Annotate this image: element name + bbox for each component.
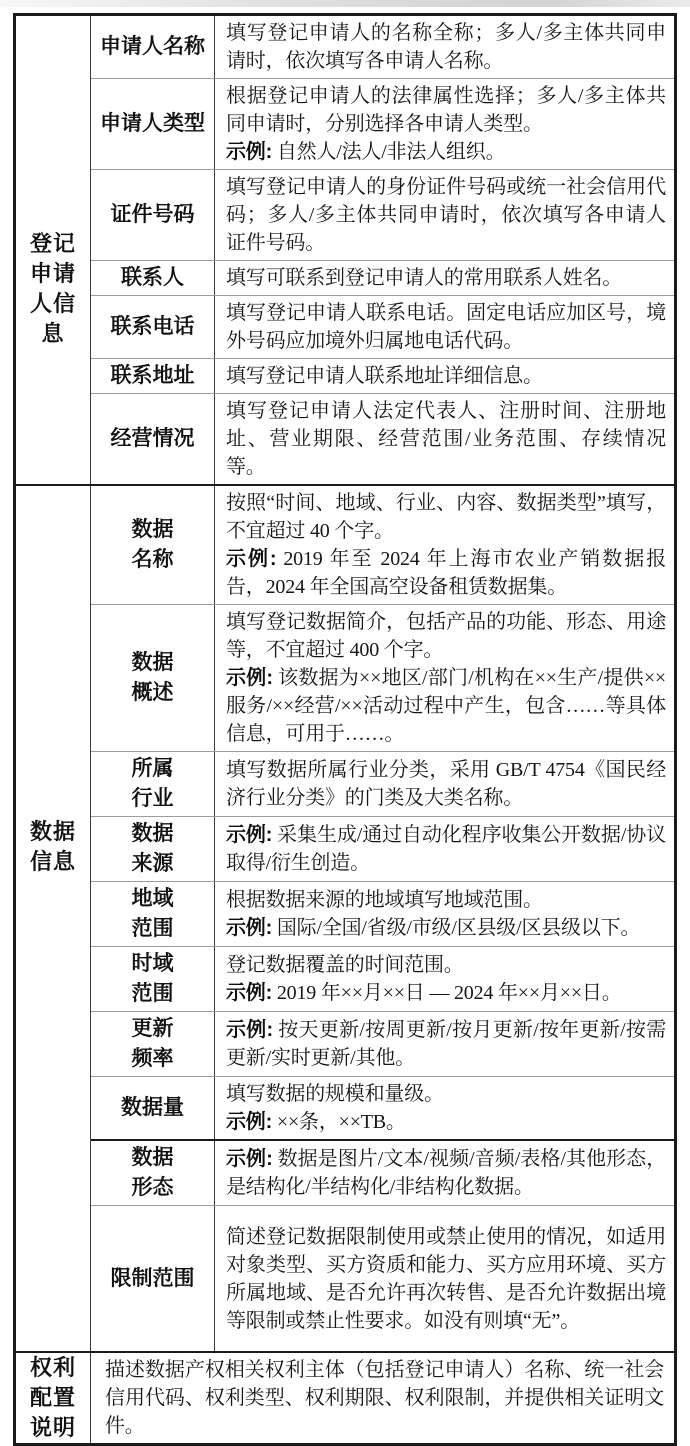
description-cell bbox=[215, 359, 674, 393]
table-row bbox=[91, 1011, 674, 1076]
description-cell bbox=[215, 605, 674, 751]
description-paragraph: 填写数据的规模和量级。 bbox=[226, 1083, 444, 1105]
description-paragraph: 示例: 2019 年至 2024 年上海市农业产销数据报告，2024 年全国高空设备租赁数据集。 bbox=[226, 548, 667, 598]
description-paragraph: 示例: 采集生成/通过自动化程序收集公开数据/协议取得/衍生创造。 bbox=[226, 824, 667, 874]
table-row bbox=[91, 358, 674, 393]
table-section bbox=[16, 484, 674, 1351]
description-paragraph: 填写登记申请人法定代表人、注册时间、注册地址、营业期限、经营范围/业务范围、存续情况等。 bbox=[226, 400, 666, 478]
description-cell bbox=[215, 296, 674, 358]
field-cell: 联系电话 bbox=[91, 296, 215, 358]
table-row bbox=[91, 486, 674, 604]
description-paragraph: 填写登记申请人的名称全称；多人/多主体共同申请时，依次填写各申请人名称。 bbox=[226, 22, 666, 72]
table-row bbox=[91, 751, 674, 816]
field-cell: 数据 概述 bbox=[91, 605, 215, 751]
example-prefix: 示例: bbox=[226, 1111, 273, 1133]
field-cell: 数据 名称 bbox=[91, 486, 215, 604]
description-cell bbox=[215, 394, 674, 484]
description-paragraph: 示例: 2019 年××月××日 — 2024 年××月××日。 bbox=[226, 982, 622, 1004]
description-cell bbox=[215, 1012, 674, 1076]
description-paragraph: 填写可联系到登记申请人的常用联系人姓名。 bbox=[226, 267, 622, 289]
category-cell bbox=[16, 16, 91, 484]
table-row bbox=[91, 295, 674, 358]
scan-edge-shadow bbox=[0, 0, 690, 7]
table-row bbox=[91, 260, 674, 295]
table-row bbox=[91, 78, 674, 169]
table-row bbox=[91, 16, 674, 78]
field-cell: 联系人 bbox=[91, 261, 215, 295]
field-cell: 申请人类型 bbox=[91, 79, 215, 169]
example-prefix: 示例: bbox=[226, 1148, 273, 1170]
description-cell bbox=[215, 79, 674, 169]
field-cell: 所属 行业 bbox=[91, 752, 215, 816]
description-cell bbox=[215, 170, 674, 260]
description-cell bbox=[215, 947, 674, 1011]
example-prefix: 示例: bbox=[226, 982, 273, 1004]
description-paragraph: 示例: 按天更新/按周更新/按月更新/按年更新/按需更新/实时更新/其他。 bbox=[226, 1019, 666, 1069]
category-label: 数据 信息 bbox=[29, 818, 76, 874]
category-label: 登记 申请 人信 息 bbox=[29, 231, 76, 346]
description-cell bbox=[215, 1077, 674, 1139]
example-prefix: 示例: bbox=[226, 667, 273, 689]
field-cell: 更新 频率 bbox=[91, 1012, 215, 1076]
table-row bbox=[91, 1076, 674, 1139]
table-row bbox=[91, 393, 674, 484]
field-cell: 联系地址 bbox=[91, 359, 215, 393]
description-cell bbox=[215, 817, 674, 881]
form-spec-table bbox=[13, 13, 677, 1446]
description-paragraph: 填写数据所属行业分类，采用 GB/T 4754《国民经济行业分类》的门类及大类名称。 bbox=[226, 759, 666, 809]
description-paragraph: 示例: 数据是图片/文本/视频/音频/表格/其他形态，是结构化/半结构化/非结构化数据。 bbox=[226, 1148, 667, 1198]
section-rows bbox=[91, 16, 674, 484]
table-row bbox=[91, 604, 674, 751]
table-row bbox=[91, 816, 674, 881]
description-cell bbox=[215, 16, 674, 78]
field-cell: 时域 范围 bbox=[91, 947, 215, 1011]
field-cell: 数据 来源 bbox=[91, 817, 215, 881]
description-paragraph: 填写登记数据简介，包括产品的功能、形态、用途等，不宜超过 400 个字。 bbox=[226, 611, 666, 661]
category-label: 权利 配置 说明 bbox=[29, 1355, 76, 1440]
table-section bbox=[16, 1351, 674, 1443]
description-cell bbox=[91, 1353, 674, 1443]
description-cell bbox=[215, 752, 674, 816]
description-paragraph: 根据数据来源的地域填写地域范围。 bbox=[226, 889, 543, 911]
example-prefix: 示例: bbox=[226, 141, 273, 163]
table-row bbox=[91, 169, 674, 260]
field-cell: 经营情况 bbox=[91, 394, 215, 484]
table-row bbox=[91, 1205, 674, 1351]
field-cell: 申请人名称 bbox=[91, 16, 215, 78]
description-paragraph: 按照“时间、地域、行业、内容、数据类型”填写，不宜超过 40 个字。 bbox=[226, 492, 666, 542]
example-prefix: 示例: bbox=[226, 548, 277, 570]
field-cell: 地域 范围 bbox=[91, 882, 215, 946]
description-paragraph: 示例: 该数据为××地区/部门/机构在××生产/提供××服务/××经营/××活动过程中产生，包含……等具体信息，可用于……。 bbox=[226, 667, 666, 745]
category-cell bbox=[16, 486, 91, 1351]
example-prefix: 示例: bbox=[226, 1019, 274, 1041]
field-cell: 数据 形态 bbox=[91, 1141, 215, 1205]
table-row bbox=[91, 1353, 674, 1443]
description-paragraph: 填写登记申请人的身份证件号码或统一社会信用代码；多人/多主体共同申请时，依次填写各申请人证件号码。 bbox=[226, 176, 666, 254]
description-paragraph: 简述登记数据限制使用或禁止使用的情况，如适用对象类型、买方资质和能力、买方应用环境、买方所属地域、是否允许再次转售、是否允许数据出境等限制或禁止性要求。如没有则填“无”。 bbox=[226, 1225, 666, 1332]
description-paragraph: 根据登记申请人的法律属性选择；多人/多主体共同申请时，分别选择各申请人类型。 bbox=[226, 85, 666, 135]
description-cell bbox=[215, 486, 674, 604]
description-paragraph: 填写登记申请人联系地址详细信息。 bbox=[226, 365, 543, 387]
field-cell: 数据量 bbox=[91, 1077, 215, 1139]
description-cell bbox=[215, 1206, 674, 1351]
table-section bbox=[16, 16, 674, 484]
description-paragraph: 示例: 自然人/法人/非法人组织。 bbox=[226, 141, 506, 163]
description-cell bbox=[215, 1141, 674, 1205]
description-paragraph: 示例: 国际/全国/省级/市级/区县级/区县级以下。 bbox=[226, 917, 641, 939]
category-cell bbox=[16, 1353, 91, 1443]
field-cell: 证件号码 bbox=[91, 170, 215, 260]
field-cell: 限制范围 bbox=[91, 1206, 215, 1351]
section-rows bbox=[91, 486, 674, 1351]
description-cell bbox=[215, 261, 674, 295]
description-paragraph: 填写登记申请人联系电话。固定电话应加区号，境外号码应加境外归属地电话代码。 bbox=[226, 302, 666, 352]
example-prefix: 示例: bbox=[226, 824, 273, 846]
description-paragraph: 描述数据产权相关权利主体（包括登记申请人）名称、统一社会信用代码、权利类型、权利期限、权利限制，并提供相关证明文件。 bbox=[105, 1359, 664, 1437]
description-cell bbox=[215, 882, 674, 946]
description-paragraph: 示例: ××条，××TB。 bbox=[226, 1111, 406, 1133]
description-paragraph: 登记数据覆盖的时间范围。 bbox=[226, 954, 464, 976]
table-row bbox=[91, 1139, 674, 1205]
table-row bbox=[91, 881, 674, 946]
example-prefix: 示例: bbox=[226, 917, 273, 939]
table-row bbox=[91, 946, 674, 1011]
section-rows bbox=[91, 1353, 674, 1443]
